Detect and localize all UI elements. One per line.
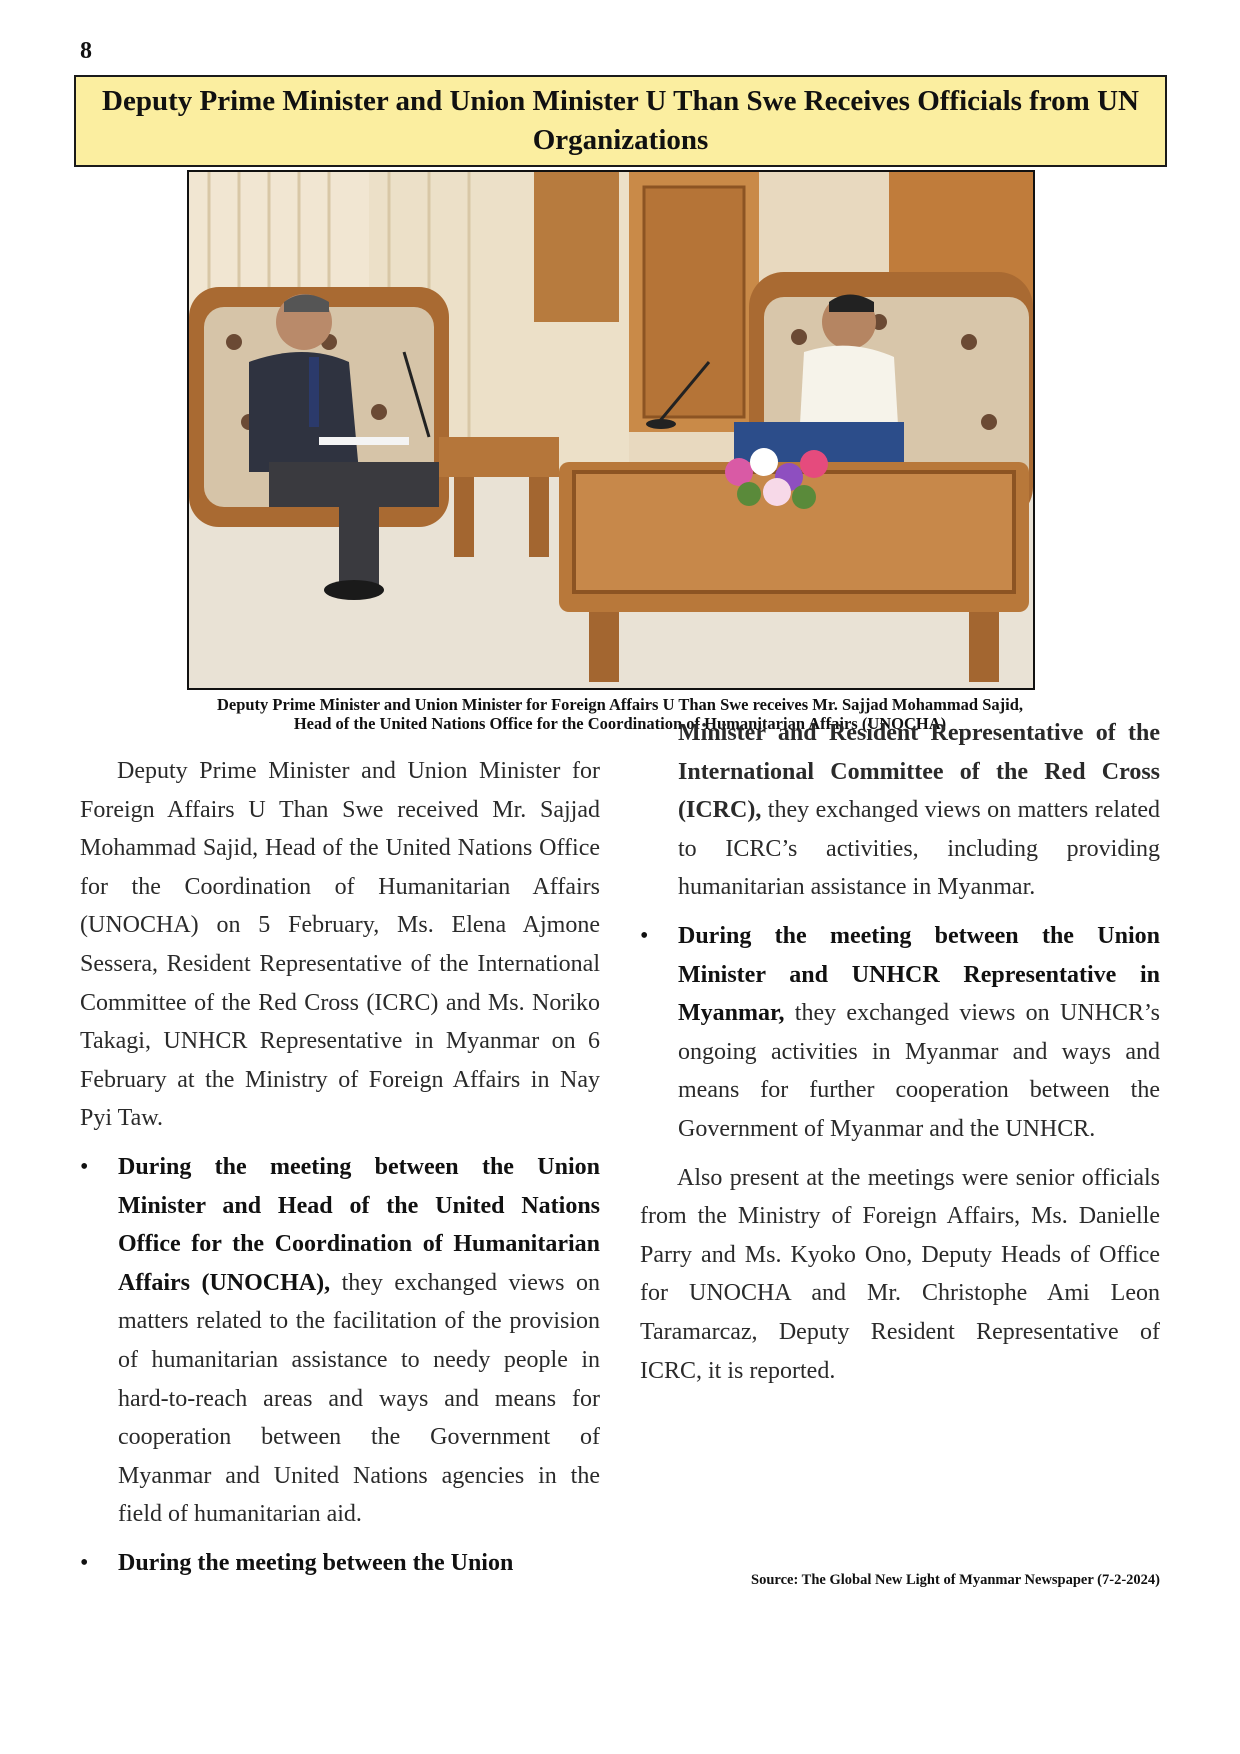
bullet-icon: • — [640, 922, 649, 949]
right-column — [640, 720, 1160, 1390]
caption-line-2: Head of the United Nations Office for the Coordination of Humanitarian Affairs (UNOCHA) — [293, 714, 947, 733]
intro-paragraph: Deputy Prime Minister and Union Minister for Foreign Affairs U Than Swe received Mr. Sajjad Mohammad Sajid, Head of the United Nations Office for the Coordination of Humanitarian Affairs (UNOCHA) on 5 February, Ms. Elena Ajmone Sessera, Resident Representative of the International Committee of the Red Cross (ICRC) and Ms. Noriko Takagi, UNHCR Representative in Myanmar on 6 February at the Ministry of Foreign Affairs in Nay Pyi Taw. — [80, 758, 600, 1132]
bullet-item-unocha — [80, 1148, 600, 1534]
bullet-heading: During the meeting between the Union — [118, 1549, 514, 1576]
meeting-photo-illustration — [189, 172, 1033, 688]
meeting-photo — [187, 170, 1035, 690]
bullet-heading: During the meeting between the Union Minister and UNHCR Representative in Myanmar, — [678, 922, 1160, 1027]
bullet-text: they exchanged views on matters related to the facilitation of the provision of humanitarian assistance to needy people in hard-to-reach areas and ways and means for cooperation between the Government of Myanmar and United Nations agencies in the field of humanitarian aid. — [118, 1269, 601, 1528]
bullet-item-icrc-continued — [640, 714, 1160, 907]
bullet-icon: • — [80, 1549, 89, 1576]
page-number: 8 — [80, 38, 92, 64]
bullet-text: they exchanged views on matters related to ICRC’s activities, including providing humanitarian assistance in Myanmar. — [678, 797, 1160, 901]
closing-paragraph: Also present at the meetings were senior officials from the Ministry of Foreign Affairs, Ms. Danielle Parry and Ms. Kyoko Ono, Deputy Heads of Office for UNOCHA and Mr. Christophe Ami Leon Taramarcaz, Deputy Resident Representative of ICRC, it is reported. — [640, 1164, 1160, 1384]
bullet-text: they exchanged views on UNHCR’s ongoing activities in Myanmar and ways and means for further cooperation between the Government of Myanmar and the UNHCR. — [678, 1000, 1160, 1142]
bullet-icon: • — [80, 1153, 89, 1180]
title-banner — [74, 75, 1167, 167]
bullet-item-unhcr — [640, 917, 1160, 1149]
left-column — [80, 752, 600, 1582]
article-title: Deputy Prime Minister and Union Minister U Than Swe Receives Officials from UN Organizations — [102, 85, 1139, 156]
source-note: Source: The Global New Light of Myanmar Newspaper (7-2-2024) — [751, 1572, 1160, 1588]
caption-line-1: Deputy Prime Minister and Union Minister for Foreign Affairs U Than Swe receives Mr. Sajjad Mohammad Sajid, — [216, 695, 1024, 714]
bullet-heading: During the meeting between the Union Minister and Head of the United Nations Office for the Coordination of Humanitarian Affairs (UNOCHA), — [118, 1153, 600, 1296]
bullet-item-icrc — [80, 1544, 600, 1583]
bullet-heading-continued: Minister and Resident Representative of the International Committee of the Red Cross (ICRC), — [678, 720, 1160, 824]
